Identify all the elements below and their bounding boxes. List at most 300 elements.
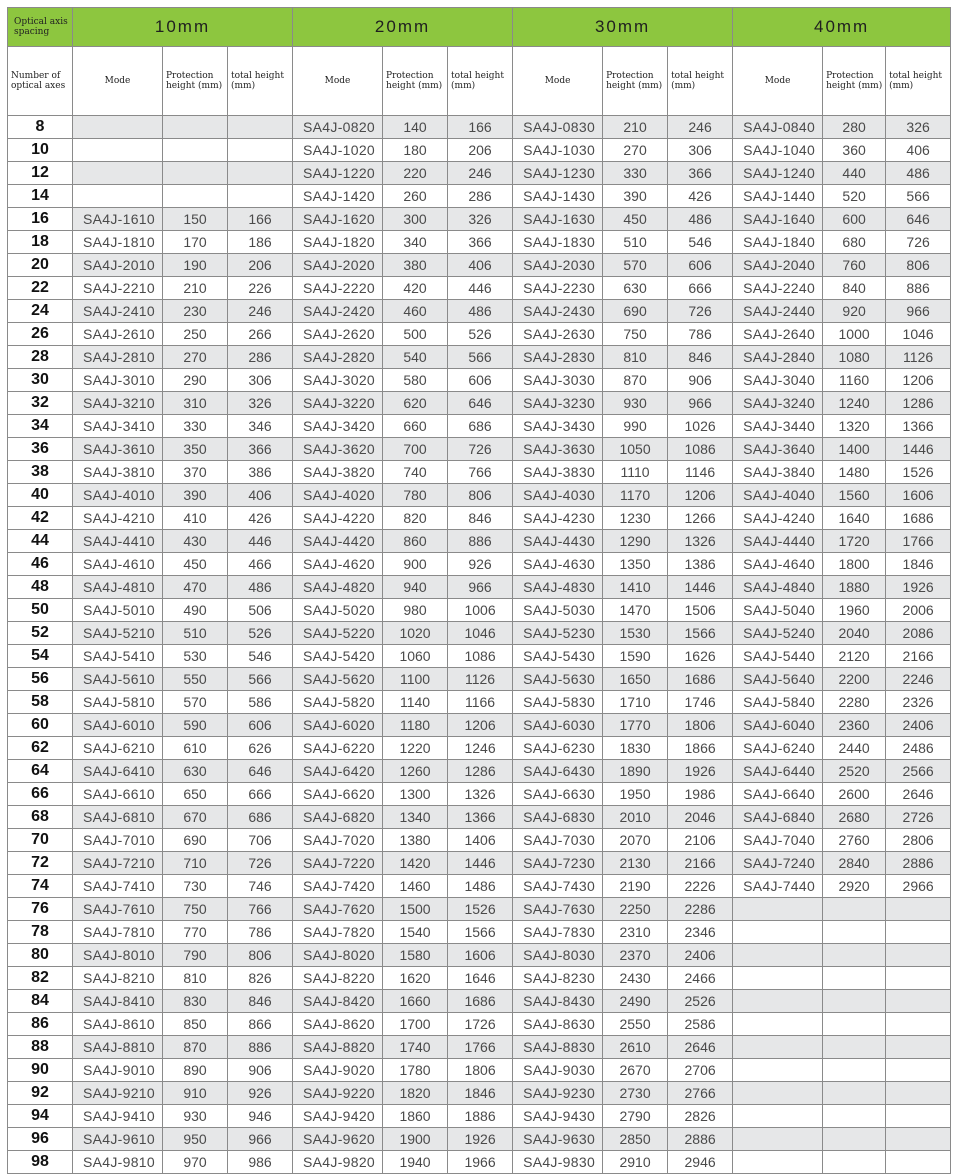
mode-cell: SA4J-2220: [293, 277, 383, 300]
protection-height-cell: 620: [383, 392, 448, 415]
mode-cell: SA4J-1630: [513, 208, 603, 231]
protection-height-cell: 700: [383, 438, 448, 461]
total-height-cell: 1326: [668, 530, 733, 553]
mode-cell: SA4J-4810: [73, 576, 163, 599]
mode-cell: SA4J-7610: [73, 898, 163, 921]
protection-height-cell: 440: [823, 162, 886, 185]
protection-height-cell: 930: [163, 1105, 228, 1128]
protection-height-cell: [823, 1128, 886, 1151]
total-height-cell: 906: [228, 1059, 293, 1082]
mode-cell: SA4J-9230: [513, 1082, 603, 1105]
table-row: [8, 760, 951, 783]
spec-table-container: [7, 7, 950, 1174]
total-height-column-header: total height (mm): [448, 47, 513, 116]
protection-height-cell: 1420: [383, 852, 448, 875]
optical-axes-count-cell: 70: [8, 829, 73, 852]
protection-height-cell: 2190: [603, 875, 668, 898]
mode-cell: SA4J-2440: [733, 300, 823, 323]
protection-height-cell: [823, 921, 886, 944]
table-row: [8, 944, 951, 967]
mode-cell: SA4J-6020: [293, 714, 383, 737]
protection-height-cell: 500: [383, 323, 448, 346]
mode-cell: SA4J-5430: [513, 645, 603, 668]
mode-cell: SA4J-3820: [293, 461, 383, 484]
total-height-cell: 206: [228, 254, 293, 277]
total-height-cell: 846: [228, 990, 293, 1013]
total-height-cell: [886, 967, 951, 990]
mode-cell: SA4J-9020: [293, 1059, 383, 1082]
mode-cell: SA4J-6830: [513, 806, 603, 829]
total-height-cell: 886: [886, 277, 951, 300]
protection-height-cell: 2360: [823, 714, 886, 737]
mode-cell: SA4J-9220: [293, 1082, 383, 1105]
protection-height-cell: 970: [163, 1151, 228, 1174]
protection-height-cell: 840: [823, 277, 886, 300]
protection-height-cell: [163, 139, 228, 162]
total-height-cell: 1866: [668, 737, 733, 760]
mode-cell: SA4J-6840: [733, 806, 823, 829]
total-height-cell: 426: [228, 507, 293, 530]
total-height-cell: 2106: [668, 829, 733, 852]
mode-cell: SA4J-8410: [73, 990, 163, 1013]
total-height-cell: 486: [668, 208, 733, 231]
mode-cell: SA4J-8610: [73, 1013, 163, 1036]
optical-axes-count-cell: 34: [8, 415, 73, 438]
mode-cell: SA4J-4820: [293, 576, 383, 599]
total-height-cell: 1046: [886, 323, 951, 346]
table-row: [8, 1105, 951, 1128]
mode-cell: SA4J-6620: [293, 783, 383, 806]
total-height-cell: 1526: [886, 461, 951, 484]
total-height-cell: 366: [228, 438, 293, 461]
mode-cell: SA4J-3640: [733, 438, 823, 461]
total-height-cell: 1566: [668, 622, 733, 645]
mode-cell: [733, 1128, 823, 1151]
total-height-cell: 726: [886, 231, 951, 254]
optical-axes-count-cell: 14: [8, 185, 73, 208]
mode-cell: [733, 967, 823, 990]
protection-height-cell: 1620: [383, 967, 448, 990]
table-row: [8, 553, 951, 576]
protection-height-cell: 900: [383, 553, 448, 576]
total-height-cell: 1506: [668, 599, 733, 622]
total-height-cell: 906: [668, 369, 733, 392]
total-height-cell: 2166: [886, 645, 951, 668]
protection-height-cell: 1500: [383, 898, 448, 921]
total-height-cell: 746: [228, 875, 293, 898]
optical-axes-count-cell: 32: [8, 392, 73, 415]
protection-height-cell: 1880: [823, 576, 886, 599]
mode-cell: SA4J-1420: [293, 185, 383, 208]
total-height-cell: 586: [228, 691, 293, 714]
mode-cell: SA4J-6820: [293, 806, 383, 829]
total-height-cell: 2466: [668, 967, 733, 990]
mode-cell: SA4J-7030: [513, 829, 603, 852]
mode-cell: SA4J-8030: [513, 944, 603, 967]
total-height-cell: [886, 1082, 951, 1105]
protection-height-cell: 2840: [823, 852, 886, 875]
protection-height-cell: 390: [603, 185, 668, 208]
total-height-cell: 686: [228, 806, 293, 829]
mode-cell: SA4J-4220: [293, 507, 383, 530]
protection-height-cell: 2790: [603, 1105, 668, 1128]
total-height-cell: 1806: [668, 714, 733, 737]
total-height-cell: 1606: [448, 944, 513, 967]
protection-height-cell: 2070: [603, 829, 668, 852]
total-height-cell: 726: [668, 300, 733, 323]
mode-cell: SA4J-7620: [293, 898, 383, 921]
protection-height-cell: 170: [163, 231, 228, 254]
protection-height-cell: 870: [163, 1036, 228, 1059]
total-height-cell: 466: [228, 553, 293, 576]
protection-height-cell: 1050: [603, 438, 668, 461]
total-height-cell: 1766: [448, 1036, 513, 1059]
total-height-cell: 1986: [668, 783, 733, 806]
mode-cell: SA4J-3010: [73, 369, 163, 392]
mode-column-header: Mode: [733, 47, 823, 116]
optical-axes-count-cell: 54: [8, 645, 73, 668]
mode-cell: SA4J-3620: [293, 438, 383, 461]
optical-axes-count-cell: 90: [8, 1059, 73, 1082]
protection-height-cell: 250: [163, 323, 228, 346]
mode-cell: SA4J-1240: [733, 162, 823, 185]
table-row: [8, 829, 951, 852]
table-row: [8, 300, 951, 323]
total-height-cell: [886, 1105, 951, 1128]
protection-height-cell: 1950: [603, 783, 668, 806]
mode-cell: SA4J-4830: [513, 576, 603, 599]
total-height-cell: 766: [448, 461, 513, 484]
mode-cell: SA4J-4610: [73, 553, 163, 576]
spacing-30mm-header: 30mm: [513, 8, 733, 47]
total-height-cell: 646: [228, 760, 293, 783]
total-height-cell: 1746: [668, 691, 733, 714]
mode-column-header: Mode: [513, 47, 603, 116]
mode-cell: SA4J-4020: [293, 484, 383, 507]
mode-cell: SA4J-5840: [733, 691, 823, 714]
total-height-cell: 706: [228, 829, 293, 852]
table-row: [8, 921, 951, 944]
mode-cell: SA4J-9810: [73, 1151, 163, 1174]
total-height-cell: [886, 944, 951, 967]
protection-height-cell: 1340: [383, 806, 448, 829]
mode-cell: SA4J-3830: [513, 461, 603, 484]
total-height-cell: 846: [448, 507, 513, 530]
protection-height-cell: 1140: [383, 691, 448, 714]
mode-cell: [73, 162, 163, 185]
protection-height-cell: [823, 944, 886, 967]
protection-height-cell: 2600: [823, 783, 886, 806]
mode-cell: SA4J-7240: [733, 852, 823, 875]
mode-cell: SA4J-1020: [293, 139, 383, 162]
protection-height-cell: 570: [163, 691, 228, 714]
total-height-cell: 2886: [886, 852, 951, 875]
protection-height-cell: 430: [163, 530, 228, 553]
protection-height-cell: 370: [163, 461, 228, 484]
mode-cell: [73, 116, 163, 139]
table-row: [8, 254, 951, 277]
protection-height-cell: 1590: [603, 645, 668, 668]
table-row: [8, 231, 951, 254]
mode-cell: SA4J-2810: [73, 346, 163, 369]
protection-height-cell: 660: [383, 415, 448, 438]
total-height-cell: 866: [228, 1013, 293, 1036]
total-height-cell: 566: [448, 346, 513, 369]
protection-height-cell: 1740: [383, 1036, 448, 1059]
mode-cell: SA4J-0830: [513, 116, 603, 139]
protection-height-column-header: Protection height (mm): [383, 47, 448, 116]
mode-cell: SA4J-8220: [293, 967, 383, 990]
protection-height-cell: [163, 185, 228, 208]
total-height-cell: 1206: [448, 714, 513, 737]
total-height-cell: 1926: [448, 1128, 513, 1151]
total-height-cell: 1286: [886, 392, 951, 415]
total-height-cell: 446: [228, 530, 293, 553]
mode-cell: SA4J-7220: [293, 852, 383, 875]
protection-height-cell: 150: [163, 208, 228, 231]
mode-cell: SA4J-3220: [293, 392, 383, 415]
total-height-cell: [228, 162, 293, 185]
protection-height-cell: 2520: [823, 760, 886, 783]
table-row: [8, 1151, 951, 1174]
protection-height-cell: 750: [163, 898, 228, 921]
total-height-cell: 486: [886, 162, 951, 185]
protection-height-cell: 2130: [603, 852, 668, 875]
mode-cell: SA4J-8830: [513, 1036, 603, 1059]
optical-axes-count-cell: 76: [8, 898, 73, 921]
table-row: [8, 323, 951, 346]
mode-cell: SA4J-1030: [513, 139, 603, 162]
protection-height-cell: 340: [383, 231, 448, 254]
protection-height-cell: 710: [163, 852, 228, 875]
table-row: [8, 783, 951, 806]
total-height-cell: 2486: [886, 737, 951, 760]
total-height-cell: 2346: [668, 921, 733, 944]
protection-height-cell: 670: [163, 806, 228, 829]
total-height-cell: 1086: [668, 438, 733, 461]
optical-axes-count-cell: 12: [8, 162, 73, 185]
total-height-cell: 2806: [886, 829, 951, 852]
protection-height-cell: 2670: [603, 1059, 668, 1082]
mode-cell: SA4J-9610: [73, 1128, 163, 1151]
mode-cell: SA4J-4440: [733, 530, 823, 553]
protection-height-cell: 1480: [823, 461, 886, 484]
mode-cell: SA4J-4430: [513, 530, 603, 553]
mode-cell: SA4J-6220: [293, 737, 383, 760]
protection-height-cell: 140: [383, 116, 448, 139]
mode-cell: [733, 1036, 823, 1059]
total-height-cell: 686: [448, 415, 513, 438]
protection-height-cell: 1560: [823, 484, 886, 507]
total-height-cell: 406: [228, 484, 293, 507]
protection-height-cell: 450: [163, 553, 228, 576]
total-height-cell: 1766: [886, 530, 951, 553]
optical-axes-count-cell: 78: [8, 921, 73, 944]
total-height-cell: 546: [228, 645, 293, 668]
protection-height-cell: 1580: [383, 944, 448, 967]
mode-column-header: Mode: [73, 47, 163, 116]
optical-axes-count-cell: 92: [8, 1082, 73, 1105]
table-row: [8, 875, 951, 898]
mode-cell: SA4J-3210: [73, 392, 163, 415]
protection-height-cell: 2440: [823, 737, 886, 760]
mode-cell: SA4J-8430: [513, 990, 603, 1013]
spacing-40mm-header: 40mm: [733, 8, 951, 47]
optical-axes-count-cell: 18: [8, 231, 73, 254]
protection-height-cell: 1710: [603, 691, 668, 714]
mode-cell: SA4J-2840: [733, 346, 823, 369]
protection-height-cell: 2760: [823, 829, 886, 852]
mode-cell: SA4J-6210: [73, 737, 163, 760]
spec-table-body: [8, 116, 951, 1174]
mode-cell: SA4J-5410: [73, 645, 163, 668]
protection-height-cell: 1080: [823, 346, 886, 369]
optical-axes-count-cell: 88: [8, 1036, 73, 1059]
table-row: [8, 369, 951, 392]
optical-axes-count-cell: 80: [8, 944, 73, 967]
protection-height-cell: 450: [603, 208, 668, 231]
protection-height-cell: 510: [603, 231, 668, 254]
total-height-cell: 326: [228, 392, 293, 415]
optical-axes-count-cell: 64: [8, 760, 73, 783]
mode-cell: SA4J-8020: [293, 944, 383, 967]
mode-cell: SA4J-8210: [73, 967, 163, 990]
total-height-cell: 2326: [886, 691, 951, 714]
total-height-cell: 1446: [448, 852, 513, 875]
mode-cell: SA4J-7230: [513, 852, 603, 875]
protection-height-cell: 290: [163, 369, 228, 392]
mode-cell: SA4J-8620: [293, 1013, 383, 1036]
mode-cell: [73, 139, 163, 162]
protection-height-cell: 1300: [383, 783, 448, 806]
table-row: [8, 507, 951, 530]
optical-axes-count-cell: 20: [8, 254, 73, 277]
mode-cell: SA4J-6410: [73, 760, 163, 783]
protection-height-cell: 380: [383, 254, 448, 277]
protection-height-cell: 1000: [823, 323, 886, 346]
protection-height-cell: 930: [603, 392, 668, 415]
mode-cell: SA4J-2230: [513, 277, 603, 300]
optical-axes-count-cell: 66: [8, 783, 73, 806]
table-row: [8, 346, 951, 369]
protection-height-cell: 790: [163, 944, 228, 967]
protection-height-cell: 870: [603, 369, 668, 392]
total-height-cell: 1366: [448, 806, 513, 829]
mode-cell: SA4J-5230: [513, 622, 603, 645]
protection-height-cell: [823, 898, 886, 921]
mode-cell: SA4J-9830: [513, 1151, 603, 1174]
total-height-cell: [228, 116, 293, 139]
protection-height-cell: 1350: [603, 553, 668, 576]
mode-cell: SA4J-2630: [513, 323, 603, 346]
total-height-cell: 366: [448, 231, 513, 254]
mode-cell: SA4J-9620: [293, 1128, 383, 1151]
mode-cell: SA4J-4030: [513, 484, 603, 507]
mode-cell: SA4J-0820: [293, 116, 383, 139]
protection-height-cell: 2730: [603, 1082, 668, 1105]
total-height-cell: 386: [228, 461, 293, 484]
protection-height-cell: 780: [383, 484, 448, 507]
protection-height-cell: 280: [823, 116, 886, 139]
total-height-cell: 2046: [668, 806, 733, 829]
total-height-cell: 366: [668, 162, 733, 185]
protection-height-cell: 630: [163, 760, 228, 783]
spacing-10mm-header: 10mm: [73, 8, 293, 47]
mode-cell: SA4J-6040: [733, 714, 823, 737]
mode-cell: SA4J-3440: [733, 415, 823, 438]
optical-axes-count-cell: 38: [8, 461, 73, 484]
protection-height-cell: 1900: [383, 1128, 448, 1151]
protection-height-cell: [823, 1036, 886, 1059]
protection-height-cell: 1230: [603, 507, 668, 530]
spec-table: [7, 7, 951, 1174]
protection-height-cell: 1160: [823, 369, 886, 392]
total-height-cell: 246: [228, 300, 293, 323]
mode-cell: SA4J-3020: [293, 369, 383, 392]
mode-cell: SA4J-1840: [733, 231, 823, 254]
mode-cell: SA4J-5830: [513, 691, 603, 714]
protection-height-cell: 760: [823, 254, 886, 277]
total-height-cell: [228, 185, 293, 208]
mode-cell: SA4J-4240: [733, 507, 823, 530]
optical-axes-count-cell: 98: [8, 1151, 73, 1174]
total-height-cell: 1386: [668, 553, 733, 576]
mode-cell: SA4J-6010: [73, 714, 163, 737]
mode-cell: SA4J-7810: [73, 921, 163, 944]
table-row: [8, 1013, 951, 1036]
protection-height-cell: 180: [383, 139, 448, 162]
mode-cell: [733, 944, 823, 967]
protection-height-cell: 310: [163, 392, 228, 415]
protection-height-cell: 520: [823, 185, 886, 208]
protection-height-cell: 950: [163, 1128, 228, 1151]
total-height-cell: 1686: [448, 990, 513, 1013]
protection-height-cell: 1640: [823, 507, 886, 530]
table-row: [8, 898, 951, 921]
protection-height-cell: 1220: [383, 737, 448, 760]
optical-axes-count-cell: 28: [8, 346, 73, 369]
protection-height-column-header: Protection height (mm): [163, 47, 228, 116]
protection-height-cell: 890: [163, 1059, 228, 1082]
total-height-cell: 1486: [448, 875, 513, 898]
total-height-cell: [886, 1059, 951, 1082]
total-height-cell: 1086: [448, 645, 513, 668]
protection-height-cell: [823, 1082, 886, 1105]
total-height-cell: 2526: [668, 990, 733, 1013]
mode-cell: SA4J-1430: [513, 185, 603, 208]
total-height-cell: 1646: [448, 967, 513, 990]
mode-cell: [733, 1059, 823, 1082]
mode-cell: SA4J-3410: [73, 415, 163, 438]
protection-height-cell: 1830: [603, 737, 668, 760]
total-height-cell: 966: [228, 1128, 293, 1151]
protection-height-cell: 680: [823, 231, 886, 254]
optical-axes-count-cell: 86: [8, 1013, 73, 1036]
protection-height-cell: 1240: [823, 392, 886, 415]
total-height-cell: 1526: [448, 898, 513, 921]
total-height-cell: 1166: [448, 691, 513, 714]
mode-cell: SA4J-3230: [513, 392, 603, 415]
mode-cell: SA4J-5440: [733, 645, 823, 668]
protection-height-cell: 460: [383, 300, 448, 323]
protection-height-cell: 2120: [823, 645, 886, 668]
protection-height-cell: 300: [383, 208, 448, 231]
mode-cell: SA4J-1820: [293, 231, 383, 254]
protection-height-cell: 360: [823, 139, 886, 162]
protection-height-cell: 210: [163, 277, 228, 300]
mode-cell: SA4J-6640: [733, 783, 823, 806]
total-height-cell: [886, 898, 951, 921]
